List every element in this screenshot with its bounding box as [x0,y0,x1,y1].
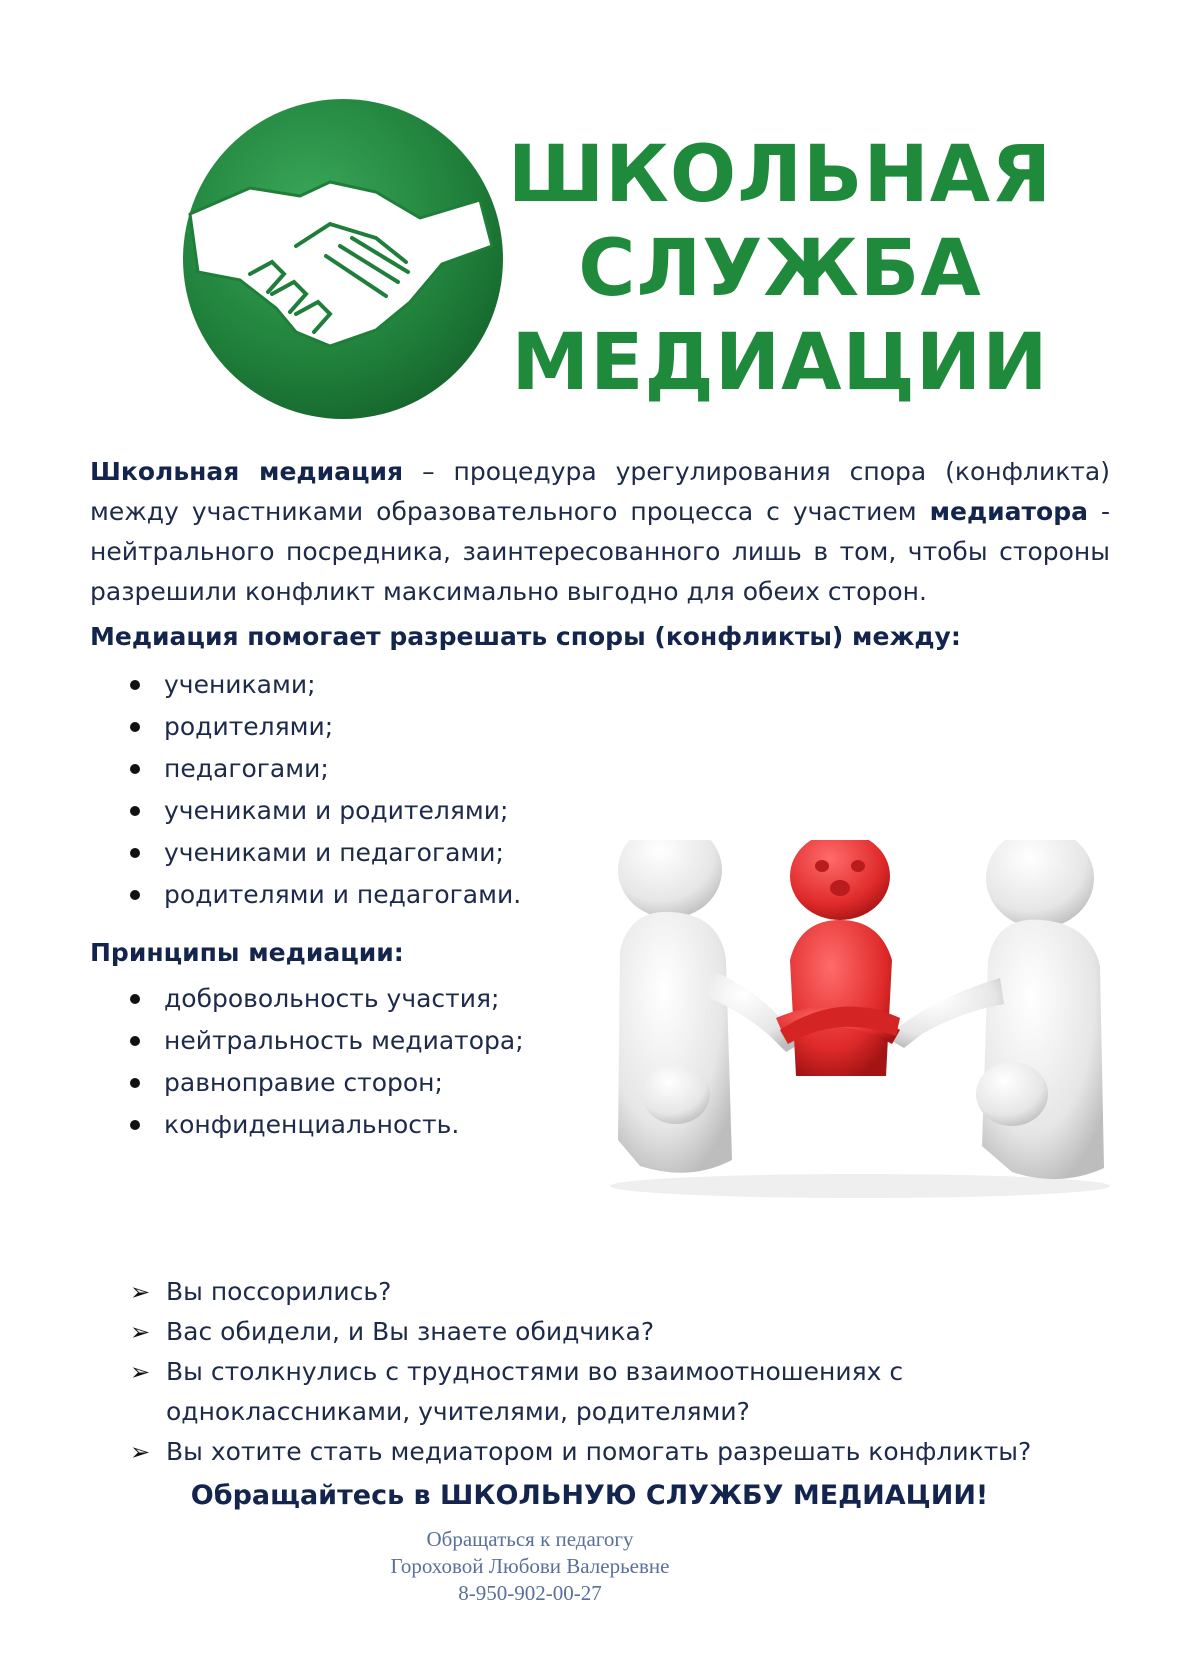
list-item: ➢ Вы хотите стать медиатором и помогать разрешать конфликты? [130,1432,1140,1472]
handshake-logo-icon [180,96,506,422]
list-item: педагогами; [130,748,521,790]
contact-name: Гороховой Любови Валерьевне [390,1554,670,1578]
arrow-bullet-icon: ➢ [130,1438,151,1466]
arrow-bullet-icon: ➢ [130,1278,151,1306]
list-item: учениками; [130,664,521,706]
title-line-2: СЛУЖБА [578,224,982,314]
arrow-bullet-icon: ➢ [130,1318,151,1346]
questions-list [130,1272,1140,1472]
bullet-icon [130,848,140,858]
bullet-icon [130,1036,140,1046]
three-figures-illustration [600,840,1120,1200]
helps-list [130,664,521,916]
list-item: учениками и педагогами; [130,832,521,874]
list-item: ➢ Вас обидели, и Вы знаете обидчика? [130,1312,1140,1352]
red-figure [776,840,900,1076]
helps-heading: Медиация помогает разрешать споры (конфликты) между: [90,622,961,651]
title-line-1: ШКОЛЬНАЯ [507,130,1053,220]
contact-line-1: Обращаться к педагогу [426,1527,634,1551]
list-item: конфиденциальность. [130,1104,524,1146]
intro-text-1: – процедура урегулирования спора (конфликта) между участниками образовательного процесса с участием [90,457,1110,526]
intro-mediator: медиатора [929,497,1088,526]
bullet-icon [130,1120,140,1130]
principles-heading: Принципы медиации: [90,938,404,967]
bullet-icon [130,680,140,690]
page-title [500,128,1060,410]
title-line-3: МЕДИАЦИИ [511,318,1049,408]
bullet-icon [130,722,140,732]
bullet-icon [130,994,140,1004]
arrow-bullet-icon: ➢ [130,1358,151,1386]
white-figure-right [890,840,1104,1179]
list-item: ➢ Вы поссорились? [130,1272,1140,1312]
call-to-action: Обращайтесь в ШКОЛЬНУЮ СЛУЖБУ МЕДИАЦИИ! [190,1480,989,1511]
intro-term: Школьная медиация [90,457,404,486]
bullet-icon [130,806,140,816]
contact-phone: 8-950-902-00-27 [458,1581,602,1605]
principles-list [130,978,524,1146]
contact-block [0,1526,1060,1607]
list-item: добровольность участия; [130,978,524,1020]
intro-paragraph [90,452,1110,612]
list-item: родителями и педагогами. [130,874,521,916]
list-item: нейтральность медиатора; [130,1020,524,1062]
list-item: ➢ Вы столкнулись с трудностями во взаимоотношениях с одноклассниками, учителями, родителями? [130,1352,1140,1432]
bullet-icon [130,890,140,900]
intro-text-2: - нейтрального посредника, заинтересованного лишь в том, чтобы стороны разрешили конфликт максимально выгодно для обеих сторон. [90,497,1110,606]
list-item: родителями; [130,706,521,748]
list-item: учениками и родителями; [130,790,521,832]
white-figure-left [618,840,800,1173]
list-item: равноправие сторон; [130,1062,524,1104]
bullet-icon [130,764,140,774]
bullet-icon [130,1078,140,1088]
